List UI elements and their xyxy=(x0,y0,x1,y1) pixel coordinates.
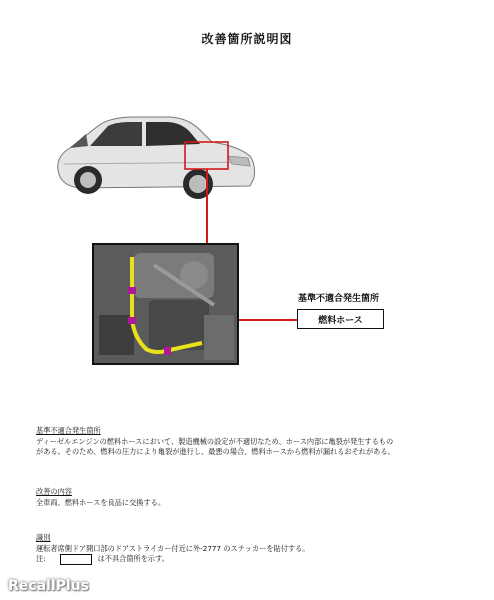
identification-heading: 識別 xyxy=(36,533,51,542)
defect-text-line-1: ディーゼルエンジンの燃料ホースにおいて、製造機械の設定が不適切なため、ホース内部に亀裂が発生するもの xyxy=(36,436,394,446)
page-title: 改善箇所説明図 xyxy=(201,32,293,46)
legend-note xyxy=(36,554,466,565)
identification-text: 運転者席側ドア開口部のドアストライカー付近に外-2777 のステッカーを貼付する。 xyxy=(36,543,310,553)
part-label-box xyxy=(297,309,384,329)
legend-note-suffix: は不具合箇所を示す。 xyxy=(97,554,169,564)
remedy-section xyxy=(36,487,466,508)
remedy-heading: 改善の内容 xyxy=(36,487,72,496)
defect-text-line-2: がある。そのため、燃料の圧力により亀裂が進行し、最悪の場合、燃料ホースから燃料が漏れるおそれがある。 xyxy=(36,447,395,456)
remedy-text: 全車両、燃料ホースを良品に交換する。 xyxy=(36,497,166,507)
legend-box-sample xyxy=(60,554,92,565)
legend-note-prefix: 注: xyxy=(36,554,46,564)
identification-section xyxy=(36,533,466,565)
watermark-logo: RecallPlus xyxy=(8,578,89,594)
car-to-photo-leader-line xyxy=(206,169,208,244)
defect-section xyxy=(36,426,466,458)
engine-bay-photo xyxy=(92,243,239,365)
defect-heading: 基準不適合発生箇所 xyxy=(36,426,101,435)
part-label: 燃料ホース xyxy=(318,315,363,326)
callout-heading: 基準不適合発生箇所 xyxy=(298,294,380,304)
car-illustration xyxy=(50,108,265,208)
